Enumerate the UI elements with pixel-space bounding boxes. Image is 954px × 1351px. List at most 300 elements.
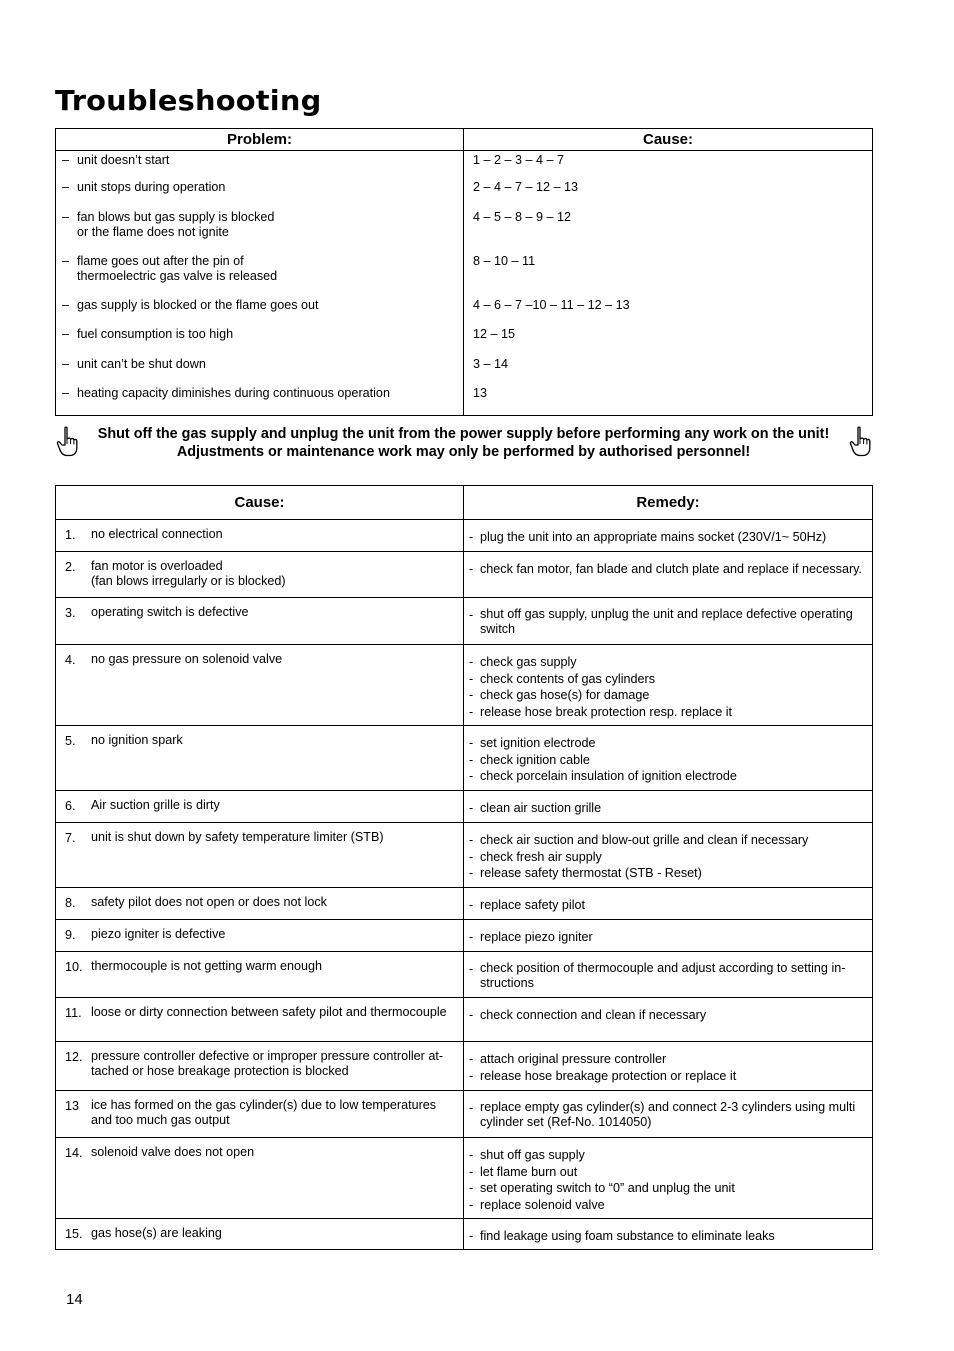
cause-text bbox=[91, 605, 249, 622]
remedy-text bbox=[480, 897, 585, 914]
cause-number: 2. bbox=[65, 560, 76, 574]
table-row bbox=[56, 552, 873, 598]
remedy-text bbox=[480, 1051, 666, 1068]
remedy-item bbox=[469, 961, 872, 991]
remedy-line: structions bbox=[480, 976, 534, 990]
problem-line: unit doesn’t start bbox=[77, 153, 170, 167]
remedy-item bbox=[469, 1164, 872, 1181]
bullet-dash: – bbox=[62, 209, 70, 224]
remedy-text bbox=[480, 865, 702, 882]
bullet-dash: - bbox=[469, 704, 474, 719]
cause-number: 13 bbox=[65, 1099, 80, 1113]
cause-header: Cause: bbox=[56, 486, 464, 520]
cause-text bbox=[91, 652, 282, 669]
causes-cell: 1 – 2 – 3 – 4 – 7 bbox=[464, 151, 873, 180]
cause-item bbox=[56, 552, 463, 589]
cause-line: safety pilot does not open or does not lock bbox=[91, 895, 327, 909]
table-row bbox=[56, 823, 873, 888]
table-row bbox=[56, 1042, 873, 1091]
problem-cell bbox=[56, 151, 464, 180]
bullet-dash: - bbox=[469, 736, 474, 750]
cause-text bbox=[91, 1145, 254, 1162]
cause-number: 3. bbox=[65, 606, 76, 620]
remedy-line: check fresh air supply bbox=[480, 849, 602, 864]
remedy-cell bbox=[464, 791, 873, 823]
remedy-cell bbox=[464, 952, 873, 998]
table-row bbox=[56, 998, 873, 1042]
problem-line: fan blows but gas supply is blocked bbox=[77, 209, 275, 224]
problem-text bbox=[77, 254, 277, 284]
cause-text bbox=[91, 1098, 436, 1128]
remedy-item bbox=[469, 865, 872, 882]
causes-cell: 4 – 6 – 7 –10 – 11 – 12 – 13 bbox=[464, 298, 873, 327]
remedy-item bbox=[469, 1100, 872, 1130]
cause-line: ice has formed on the gas cylinder(s) due to low temperatures bbox=[91, 1098, 437, 1112]
bullet-dash: - bbox=[469, 801, 474, 815]
cause-cell bbox=[56, 645, 464, 726]
remedy-list bbox=[464, 1138, 872, 1213]
remedy-cell bbox=[464, 552, 873, 598]
cause-number: 14. bbox=[65, 1146, 83, 1160]
bullet-dash: - bbox=[469, 655, 474, 669]
cause-item bbox=[56, 726, 463, 750]
remedy-text bbox=[480, 929, 593, 946]
remedy-cell bbox=[464, 823, 873, 888]
cause-line: solenoid valve does not open bbox=[91, 1145, 255, 1159]
remedy-text bbox=[480, 687, 649, 704]
remedy-cell bbox=[464, 1219, 873, 1250]
cause-cell bbox=[56, 1219, 464, 1250]
remedy-item bbox=[469, 800, 872, 817]
bullet-dash: - bbox=[469, 562, 474, 576]
remedy-line: check ignition cable bbox=[480, 752, 590, 767]
table-row bbox=[56, 920, 873, 952]
table-row bbox=[56, 151, 873, 180]
problem-header: Problem: bbox=[56, 129, 464, 151]
bullet-dash: - bbox=[469, 1148, 474, 1162]
cause-number: 7. bbox=[65, 831, 76, 845]
remedy-text bbox=[480, 768, 737, 785]
remedy-list bbox=[464, 726, 872, 785]
table-row bbox=[56, 888, 873, 920]
causes-cell: 2 – 4 – 7 – 12 – 13 bbox=[464, 180, 873, 210]
causes-cell: 4 – 5 – 8 – 9 – 12 bbox=[464, 210, 873, 254]
cause-number: 11. bbox=[65, 1006, 82, 1020]
table-row bbox=[56, 520, 873, 552]
cause-number: 8. bbox=[65, 896, 76, 910]
remedy-item bbox=[469, 671, 872, 688]
bullet-dash: - bbox=[469, 962, 474, 976]
problem-line: or the flame does not ignite bbox=[77, 224, 229, 239]
bullet-dash: - bbox=[469, 769, 474, 783]
remedy-line: replace safety pilot bbox=[480, 898, 586, 912]
remedy-line: check fan motor, fan blade and clutch plate and replace if necessary. bbox=[480, 562, 863, 576]
remedy-list bbox=[464, 823, 872, 882]
remedy-text bbox=[480, 704, 732, 721]
cause-line: and too much gas output bbox=[91, 1113, 230, 1127]
remedy-header: Remedy: bbox=[464, 486, 873, 520]
cause-cell bbox=[56, 823, 464, 888]
remedy-text bbox=[480, 529, 826, 546]
remedy-cell bbox=[464, 598, 873, 645]
remedy-list bbox=[464, 598, 872, 637]
remedy-line: replace piezo igniter bbox=[480, 930, 593, 944]
remedy-cell bbox=[464, 520, 873, 552]
cause-line: unit is shut down by safety temperature limiter (STB) bbox=[91, 830, 384, 844]
table-row bbox=[56, 180, 873, 210]
remedy-line: plug the unit into an appropriate mains socket (230V/1~ 50Hz) bbox=[480, 530, 827, 544]
remedy-item bbox=[469, 768, 872, 785]
table-row bbox=[56, 1219, 873, 1250]
table-row bbox=[56, 952, 873, 998]
causes-cell: 3 – 14 bbox=[464, 357, 873, 386]
remedy-line: shut off gas supply, unplug the unit and replace defective operating bbox=[480, 607, 853, 621]
remedy-text bbox=[480, 849, 602, 866]
cause-item bbox=[56, 920, 463, 944]
remedy-cell bbox=[464, 998, 873, 1042]
problem-item bbox=[62, 153, 463, 168]
remedy-item bbox=[469, 529, 872, 546]
table-row bbox=[56, 645, 873, 726]
remedy-text bbox=[480, 561, 862, 578]
remedy-cell bbox=[464, 1138, 873, 1219]
remedy-text bbox=[480, 1100, 855, 1130]
cause-number: 15. bbox=[65, 1227, 83, 1241]
cause-text bbox=[91, 927, 225, 944]
problem-text bbox=[77, 153, 169, 168]
cause-cell bbox=[56, 1138, 464, 1219]
bullet-dash: - bbox=[469, 1181, 474, 1195]
bullet-dash: - bbox=[469, 866, 474, 880]
remedy-line: check air suction and blow-out grille and clean if necessary bbox=[480, 833, 809, 847]
cause-number: 12. bbox=[65, 1050, 83, 1064]
cause-number: 6. bbox=[65, 799, 76, 813]
remedy-text bbox=[480, 1007, 706, 1024]
bullet-dash: - bbox=[469, 530, 474, 544]
table-row bbox=[56, 1091, 873, 1138]
remedy-item bbox=[469, 832, 872, 849]
remedy-item bbox=[469, 1068, 872, 1085]
problem-line: heating capacity diminishes during continuous operation bbox=[77, 385, 390, 400]
remedy-item bbox=[469, 654, 872, 671]
cause-line: piezo igniter is defective bbox=[91, 927, 226, 941]
cause-cell bbox=[56, 888, 464, 920]
remedy-item bbox=[469, 897, 872, 914]
bullet-dash: - bbox=[469, 608, 474, 622]
remedy-list bbox=[464, 952, 872, 991]
bullet-dash: – bbox=[62, 153, 70, 167]
cause-text bbox=[91, 733, 183, 750]
cause-item bbox=[56, 645, 463, 669]
cause-cell bbox=[56, 552, 464, 598]
problem-cell bbox=[56, 386, 464, 416]
remedy-cell bbox=[464, 920, 873, 952]
remedy-text bbox=[480, 1180, 735, 1197]
remedy-line: set operating switch to “0” and unplug the unit bbox=[480, 1181, 735, 1195]
page-number: 14 bbox=[66, 1291, 83, 1308]
problem-text bbox=[77, 298, 319, 313]
table-row bbox=[56, 386, 873, 416]
remedy-line: check contents of gas cylinders bbox=[480, 671, 656, 686]
cause-line: (fan blows irregularly or is blocked) bbox=[91, 574, 286, 588]
cause-cell bbox=[56, 1042, 464, 1091]
remedy-cell bbox=[464, 888, 873, 920]
remedy-text bbox=[480, 1068, 736, 1085]
remedy-cell bbox=[464, 645, 873, 726]
table-row bbox=[56, 598, 873, 645]
cause-line: gas hose(s) are leaking bbox=[91, 1226, 222, 1240]
bullet-dash: - bbox=[469, 1008, 474, 1022]
problem-cell bbox=[56, 357, 464, 386]
remedy-text bbox=[480, 671, 655, 688]
cause-text bbox=[91, 559, 286, 589]
bullet-dash: - bbox=[469, 1197, 474, 1212]
problem-line: unit can’t be shut down bbox=[77, 356, 206, 371]
causes-cell: 12 – 15 bbox=[464, 327, 873, 357]
remedy-item bbox=[469, 1197, 872, 1214]
bullet-dash: - bbox=[469, 752, 474, 767]
cause-text bbox=[91, 895, 327, 912]
remedy-item bbox=[469, 849, 872, 866]
problem-item bbox=[62, 357, 463, 372]
table-row bbox=[56, 327, 873, 357]
remedy-line: let flame burn out bbox=[480, 1164, 578, 1179]
remedy-line: release hose breakage protection or replace it bbox=[480, 1068, 737, 1083]
remedy-item bbox=[469, 752, 872, 769]
safety-warning bbox=[55, 425, 872, 461]
remedy-line: check gas hose(s) for damage bbox=[480, 688, 650, 702]
problem-table-header-row bbox=[56, 129, 873, 151]
cause-line: no electrical connection bbox=[91, 527, 223, 541]
cause-item bbox=[56, 1219, 463, 1243]
problem-item bbox=[62, 298, 463, 313]
cause-line: no ignition spark bbox=[91, 733, 183, 747]
cause-cell bbox=[56, 520, 464, 552]
cause-item bbox=[56, 888, 463, 912]
remedy-table-header-row bbox=[56, 486, 873, 520]
cause-text bbox=[91, 830, 384, 847]
remedy-line: check porcelain insulation of ignition electrode bbox=[480, 769, 737, 783]
bullet-dash: - bbox=[469, 898, 474, 912]
cause-text bbox=[91, 959, 322, 976]
cause-cell bbox=[56, 726, 464, 791]
cause-cell bbox=[56, 952, 464, 998]
cause-text bbox=[91, 527, 223, 544]
remedy-line: shut off gas supply bbox=[480, 1148, 585, 1162]
cause-line: thermocouple is not getting warm enough bbox=[91, 959, 323, 973]
problem-line: flame goes out after the pin of bbox=[77, 253, 244, 268]
bullet-dash: – bbox=[62, 356, 70, 371]
cause-cell bbox=[56, 920, 464, 952]
remedy-item bbox=[469, 1228, 872, 1245]
cause-number: 5. bbox=[65, 734, 76, 748]
cause-number: 10. bbox=[65, 960, 83, 974]
problem-cell bbox=[56, 180, 464, 210]
bullet-dash: - bbox=[469, 1101, 474, 1115]
remedy-text bbox=[480, 1228, 775, 1245]
remedy-line: replace solenoid valve bbox=[480, 1197, 605, 1212]
cause-item bbox=[56, 1138, 463, 1162]
remedy-line: check gas supply bbox=[480, 655, 577, 669]
cause-text bbox=[91, 798, 220, 815]
remedy-item bbox=[469, 1180, 872, 1197]
remedy-item bbox=[469, 735, 872, 752]
remedy-item bbox=[469, 704, 872, 721]
problem-item bbox=[62, 180, 463, 195]
cause-item bbox=[56, 791, 463, 815]
remedy-list bbox=[464, 1091, 872, 1130]
table-row bbox=[56, 254, 873, 298]
problem-item bbox=[62, 327, 463, 342]
remedy-text bbox=[480, 1164, 577, 1181]
remedy-text bbox=[480, 1147, 585, 1164]
problem-text bbox=[77, 180, 225, 195]
remedy-list bbox=[464, 1219, 872, 1245]
bullet-dash: - bbox=[469, 1229, 474, 1243]
bullet-dash: - bbox=[469, 1068, 474, 1083]
cause-header: Cause: bbox=[464, 129, 873, 151]
cause-line: operating switch is defective bbox=[91, 605, 249, 619]
cause-number: 9. bbox=[65, 928, 76, 942]
remedy-list bbox=[464, 552, 872, 578]
remedy-list bbox=[464, 645, 872, 720]
bullet-dash: - bbox=[469, 1164, 474, 1179]
remedy-line: replace empty gas cylinder(s) and connect 2-3 cylinders using multi bbox=[480, 1100, 856, 1114]
page-title: Troubleshooting bbox=[55, 84, 322, 117]
remedy-text bbox=[480, 735, 596, 752]
cause-cell bbox=[56, 998, 464, 1042]
problem-cell bbox=[56, 254, 464, 298]
remedy-list bbox=[464, 998, 872, 1024]
remedy-text bbox=[480, 832, 808, 849]
cause-item bbox=[56, 998, 463, 1022]
cause-cell bbox=[56, 1091, 464, 1138]
cause-item bbox=[56, 520, 463, 544]
remedy-text bbox=[480, 800, 601, 817]
problem-line: gas supply is blocked or the flame goes out bbox=[77, 297, 319, 312]
cause-line: fan motor is overloaded bbox=[91, 559, 223, 573]
cause-line: pressure controller defective or improper pressure controller at- bbox=[91, 1049, 444, 1063]
cause-line: loose or dirty connection between safety pilot and thermocouple bbox=[91, 1005, 447, 1019]
pointing-hand-icon bbox=[849, 426, 871, 458]
bullet-dash: - bbox=[469, 849, 474, 864]
remedy-line: check position of thermocouple and adjust according to setting in- bbox=[480, 961, 846, 975]
remedy-text bbox=[480, 752, 590, 769]
cause-item bbox=[56, 1091, 463, 1128]
remedy-line: attach original pressure controller bbox=[480, 1052, 667, 1066]
causes-cell: 13 bbox=[464, 386, 873, 416]
bullet-dash: – bbox=[62, 179, 70, 194]
remedy-cell bbox=[464, 1042, 873, 1091]
problem-text bbox=[77, 386, 390, 401]
cause-item bbox=[56, 1042, 463, 1079]
remedy-line: release hose break protection resp. replace it bbox=[480, 704, 733, 719]
bullet-dash: – bbox=[62, 253, 70, 268]
cause-cell bbox=[56, 791, 464, 823]
remedy-text bbox=[480, 607, 853, 637]
remedy-item bbox=[469, 1147, 872, 1164]
remedy-text bbox=[480, 961, 845, 991]
bullet-dash: - bbox=[469, 1052, 474, 1066]
cause-text bbox=[91, 1049, 443, 1079]
table-row bbox=[56, 357, 873, 386]
remedy-line: switch bbox=[480, 622, 515, 636]
remedy-text bbox=[480, 654, 577, 671]
problem-text bbox=[77, 210, 274, 240]
cause-line: no gas pressure on solenoid valve bbox=[91, 652, 283, 666]
problem-line: unit stops during operation bbox=[77, 179, 226, 194]
cause-item bbox=[56, 598, 463, 622]
remedy-cell bbox=[464, 726, 873, 791]
warning-line-2: Adjustments or maintenance work may only be performed by authorised personnel! bbox=[176, 444, 751, 460]
bullet-dash: - bbox=[469, 688, 474, 702]
table-row bbox=[56, 210, 873, 254]
warning-line-1: Shut off the gas supply and unplug the unit from the power supply before performing any work on the unit! bbox=[97, 426, 830, 442]
problem-line: thermoelectric gas valve is released bbox=[77, 268, 278, 283]
problem-cell bbox=[56, 298, 464, 327]
remedy-line: check connection and clean if necessary bbox=[480, 1008, 707, 1022]
cause-cell bbox=[56, 598, 464, 645]
cause-item bbox=[56, 952, 463, 976]
bullet-dash: – bbox=[62, 385, 70, 400]
problem-cause-table bbox=[55, 128, 873, 416]
problem-cell bbox=[56, 210, 464, 254]
problem-item bbox=[62, 210, 463, 240]
remedy-list bbox=[464, 791, 872, 817]
bullet-dash: - bbox=[469, 671, 474, 686]
problem-text bbox=[77, 357, 206, 372]
remedy-item bbox=[469, 929, 872, 946]
remedy-list bbox=[464, 1042, 872, 1084]
remedy-line: cylinder set (Ref-No. 1014050) bbox=[480, 1115, 652, 1129]
remedy-line: release safety thermostat (STB - Reset) bbox=[480, 866, 702, 880]
problem-item bbox=[62, 386, 463, 401]
remedy-text bbox=[480, 1197, 605, 1214]
cause-item bbox=[56, 823, 463, 847]
bullet-dash: - bbox=[469, 930, 474, 944]
table-row bbox=[56, 298, 873, 327]
remedy-list bbox=[464, 520, 872, 546]
problem-cell bbox=[56, 327, 464, 357]
remedy-list bbox=[464, 888, 872, 914]
problem-line: fuel consumption is too high bbox=[77, 326, 234, 341]
cause-remedy-table bbox=[55, 485, 873, 1250]
remedy-item bbox=[469, 1051, 872, 1068]
cause-line: tached or hose breakage protection is blocked bbox=[91, 1064, 349, 1078]
remedy-item bbox=[469, 607, 872, 637]
remedy-line: clean air suction grille bbox=[480, 801, 602, 815]
table-row bbox=[56, 791, 873, 823]
remedy-line: set ignition electrode bbox=[480, 736, 596, 750]
bullet-dash: – bbox=[62, 326, 70, 341]
causes-cell: 8 – 10 – 11 bbox=[464, 254, 873, 298]
cause-number: 4. bbox=[65, 653, 76, 667]
remedy-item bbox=[469, 561, 872, 578]
remedy-cell bbox=[464, 1091, 873, 1138]
cause-text bbox=[91, 1226, 222, 1243]
table-row bbox=[56, 726, 873, 791]
bullet-dash: – bbox=[62, 297, 70, 312]
bullet-dash: - bbox=[469, 833, 474, 847]
table-row bbox=[56, 1138, 873, 1219]
remedy-item bbox=[469, 687, 872, 704]
cause-line: Air suction grille is dirty bbox=[91, 798, 220, 812]
cause-text bbox=[91, 1005, 447, 1022]
remedy-line: find leakage using foam substance to eliminate leaks bbox=[480, 1229, 775, 1243]
remedy-item bbox=[469, 1007, 872, 1024]
problem-text bbox=[77, 327, 233, 342]
problem-item bbox=[62, 254, 463, 284]
